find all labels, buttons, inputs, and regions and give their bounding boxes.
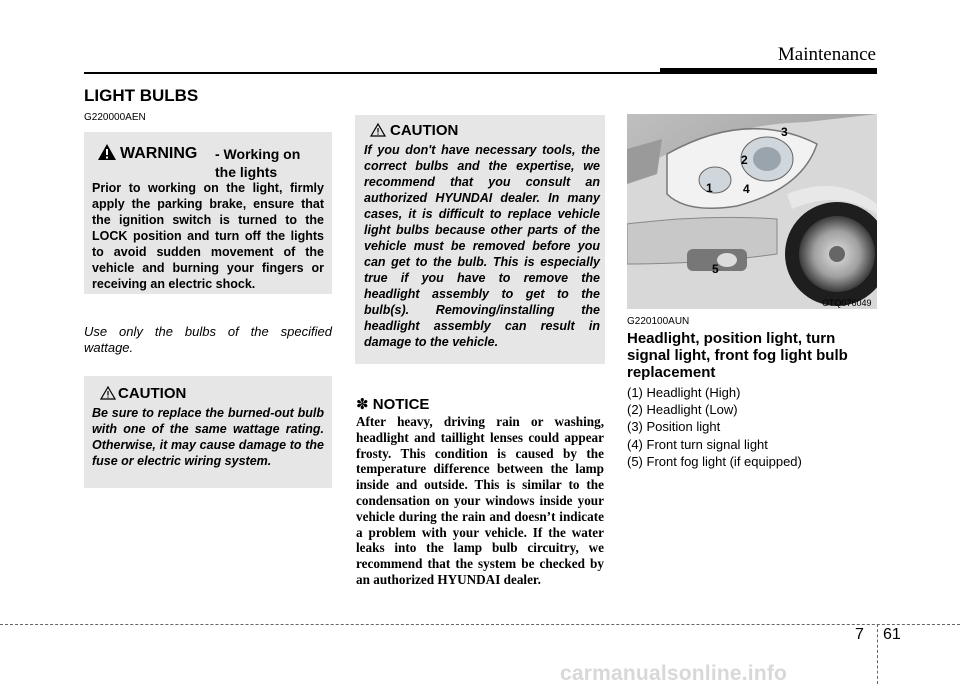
notice-body: After heavy, driving rain or washing, headlight and taillight lenses could appear frosty. This condition is caused by the temperature difference between the lamp inside and outside. This is similar to the condensation on your windows inside your vehicle during the rain and doesn’t indicate a problem with your vehicle. If the water leaks into the lamp bulb circuitry, we recommend that the system be checked by an authorized HYUNDAI dealer. (356, 414, 604, 587)
callout-3: 3 (781, 125, 788, 139)
warning-triangle-icon (98, 144, 116, 160)
warning-title: WARNING (120, 145, 198, 162)
watermark: carmanualsonline.info (560, 662, 788, 685)
list-item: (4) Front turn signal light (627, 436, 768, 452)
footer-rule (0, 624, 960, 625)
footer-divider (877, 624, 878, 684)
caution-tools-title: CAUTION (390, 122, 459, 139)
caution-triangle-icon (100, 386, 116, 400)
section-title: Maintenance (777, 44, 876, 65)
page-heading: LIGHT BULBS (84, 86, 199, 105)
page-number: 61 (883, 626, 901, 643)
callout-2: 2 (741, 153, 748, 167)
vehicle-front-illustration (627, 114, 877, 309)
header-rule (84, 72, 660, 74)
warning-body: Prior to working on the light, firmly apply the parking brake, ensure that the ignition switch is turned to the LOCK position and turn off the lights to avoid sudden movement of the vehicle and burning your fingers or receiving an electric shock. (92, 181, 324, 291)
replacement-title: Headlight, position light, turn signal light, front fog light bulb replacement (627, 330, 848, 381)
list-item: (3) Position light (627, 419, 721, 435)
wattage-note: Use only the bulbs of the specified wattage. (84, 324, 332, 355)
caution-triangle-icon (370, 123, 386, 137)
section-code: G220000AEN (84, 112, 146, 123)
list-item: (5) Front fog light (if equipped) (627, 453, 802, 469)
bulb-list (627, 384, 802, 470)
callout-5: 5 (712, 262, 719, 276)
replacement-code: G220100AUN (627, 316, 690, 327)
list-item: (1) Headlight (High) (627, 385, 741, 400)
caution-wattage-body: Be sure to replace the burned-out bulb with one of the same wattage rating. Otherwise, it may cause damage to the fuse or electric wiring system. (92, 406, 324, 468)
headlight-photo (627, 114, 877, 309)
figure-caption: OTQ076049 (822, 298, 872, 308)
callout-1: 1 (706, 181, 713, 195)
warning-subtitle: - Working on the lights (215, 146, 301, 180)
caution-tools-body: If you don't have necessary tools, the correct bulbs and the expertise, we recommend that you consult an authorized HYUNDAI dealer. In many cases, it is difficult to replace vehicle light bulbs because other parts of the vehicle must be removed before you can get to the bulb. This is especially true if you have to remove the headlight assembly to get to the bulb(s). Removing/installing the headlight assembly can result in damage to the vehicle. (364, 143, 600, 349)
list-item: (2) Headlight (Low) (627, 402, 738, 418)
chapter-number: 7 (855, 626, 864, 643)
caution-wattage-title: CAUTION (118, 385, 187, 402)
callout-4: 4 (743, 182, 750, 196)
notice-title: ✽ NOTICE (356, 396, 430, 413)
header-rule-thick (660, 68, 877, 74)
